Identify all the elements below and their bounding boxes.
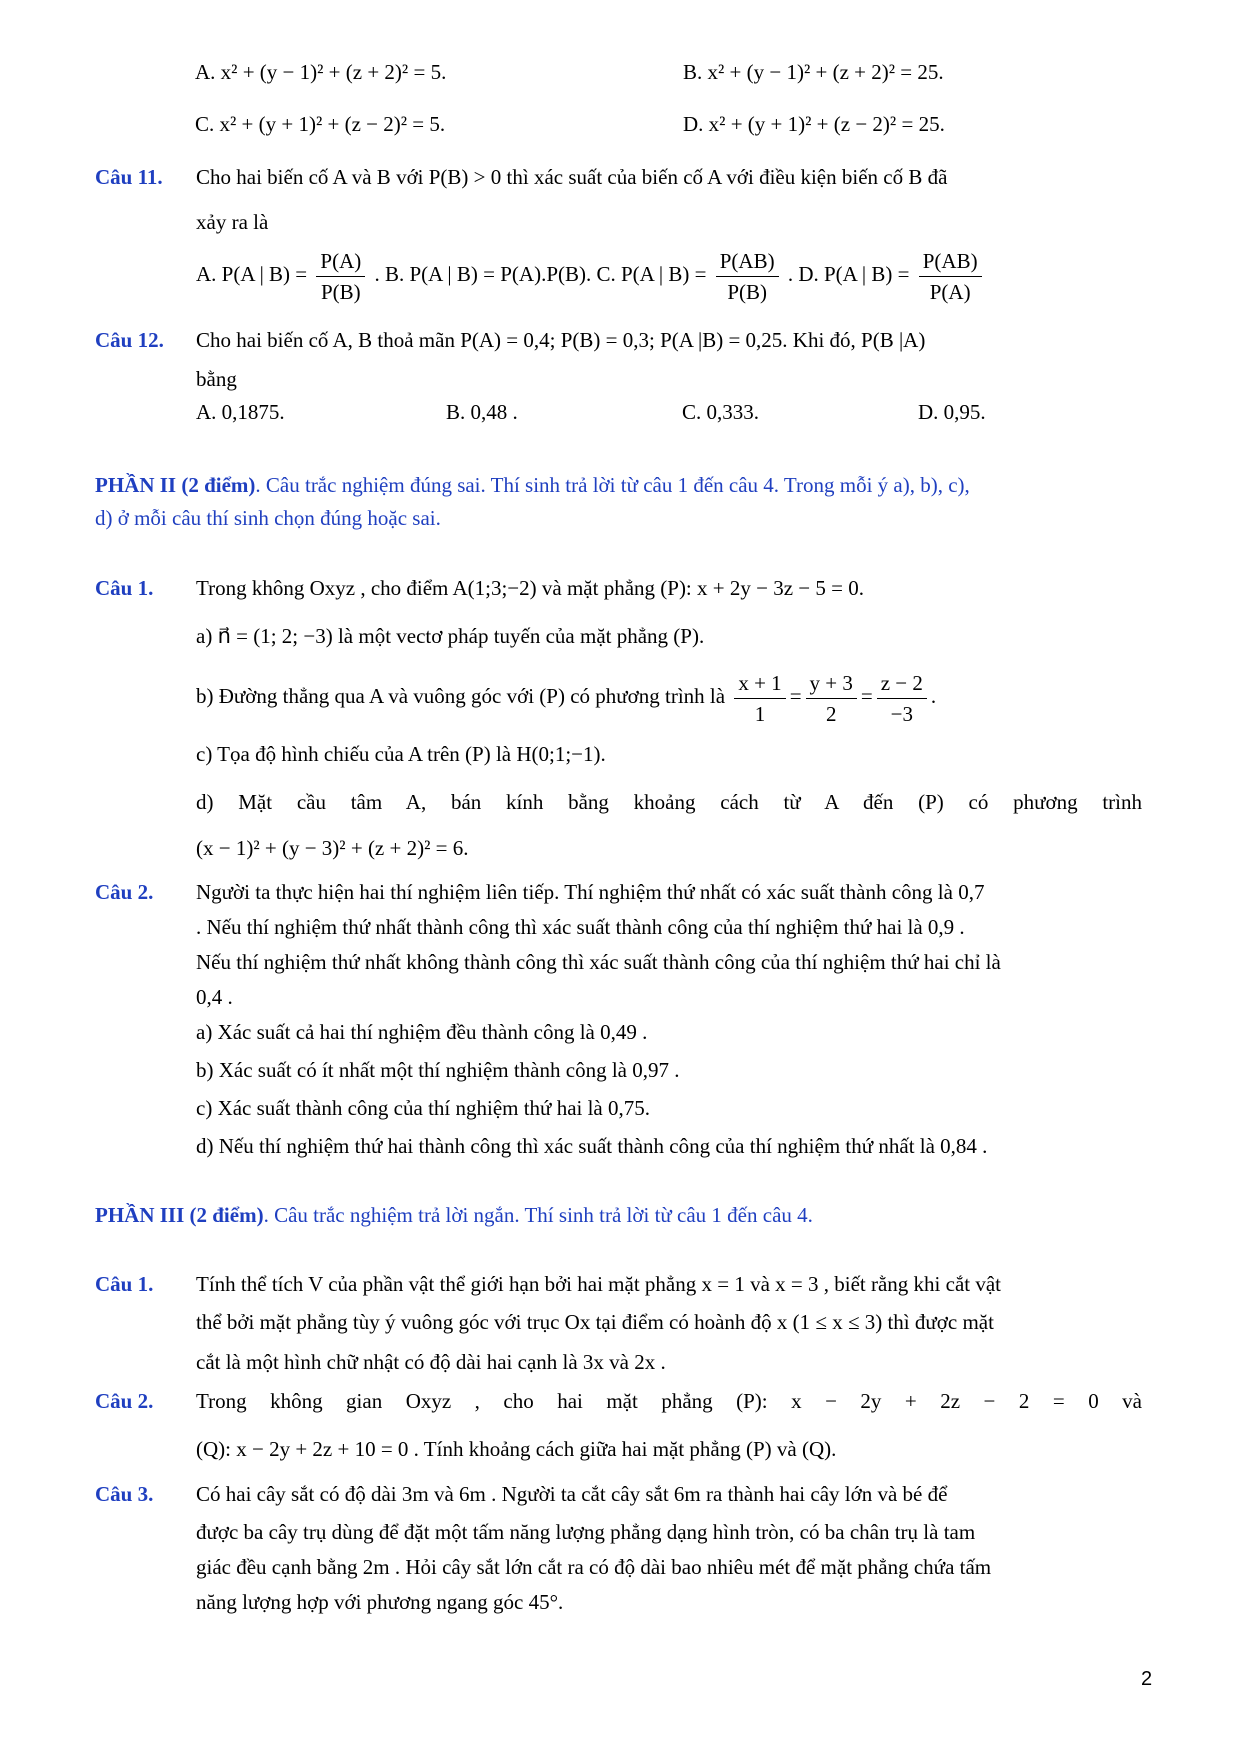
part2-q2-statement-c: c) Xác suất thành công của thí nghiệm thứ hai là 0,75. bbox=[196, 1096, 651, 1120]
part2-q2-statement-d: d) Nếu thí nghiệm thứ hai thành công thì xác suất thành công của thí nghiệm thứ nhất là 0,84 . bbox=[196, 1134, 988, 1158]
part2-q1-label: Câu 1. bbox=[95, 576, 154, 600]
q11-text-line1: Cho hai biến cố A và B với P(B) > 0 thì xác suất của biến cố A với điều kiện biến cố B đã bbox=[196, 165, 948, 189]
q11-option-c-fraction bbox=[716, 246, 779, 307]
part3-heading: PHẦN III (2 điểm) bbox=[95, 1203, 264, 1227]
part3-q1-label: Câu 1. bbox=[95, 1272, 154, 1296]
part2-q1-statement-b: b) Đường thẳng qua A và vuông góc với (P) có phương trình là $\frac{x + 1}{1}$ = $\frac{y + 3}{2}$ = $\frac{z - 2}{-3}$ . bbox=[196, 664, 936, 729]
part3-q1-text-line3: cắt là một hình chữ nhật có độ dài hai cạnh là 3x và 2x . bbox=[196, 1350, 666, 1374]
part3-q2-text-line2: (Q): x − 2y + 2z + 10 = 0 . Tính khoảng cách giữa hai mặt phẳng (P) và (Q). bbox=[196, 1437, 837, 1461]
q11-option-d-numerator: P(AB) bbox=[919, 246, 982, 277]
q12-option-a: A. 0,1875. bbox=[196, 400, 285, 424]
part3-q3-text-line1: Có hai cây sắt có độ dài 3m và 6m . Người ta cắt cây sắt 6m ra thành hai cây lớn và bé để bbox=[196, 1482, 948, 1506]
q11-option-a-denominator: P(B) bbox=[320, 279, 361, 304]
part2-q2-label: Câu 2. bbox=[95, 880, 154, 904]
part2-heading-line bbox=[95, 471, 970, 499]
line-eq-z-denominator: −3 bbox=[890, 701, 913, 726]
part2-intro-line1: . Câu trắc nghiệm đúng sai. Thí sinh trả lời từ câu 1 đến câu 4. Trong mỗi ý a), b), c), bbox=[255, 473, 970, 497]
q10-option-a: A. x² + (y − 1)² + (z + 2)² = 5. bbox=[195, 60, 447, 84]
part3-q3-text-line2: được ba cây trụ dùng để đặt một tấm năng lượng phẳng dạng hình tròn, có ba chân trụ là tam bbox=[196, 1520, 976, 1544]
part3-q1-text-line1: Tính thể tích V của phần vật thể giới hạn bởi hai mặt phẳng x = 1 và x = 3 , biết rằng khi cắt vật bbox=[196, 1272, 1002, 1296]
q12-text-line2: bằng bbox=[196, 367, 237, 391]
q12-label: Câu 12. bbox=[95, 328, 164, 352]
part2-q1-text: Trong không Oxyz , cho điểm A(1;3;−2) và mặt phẳng (P): x + 2y − 3z − 5 = 0. bbox=[196, 576, 864, 600]
q11-options bbox=[196, 242, 986, 307]
part2-q1-statement-a: a) n⃗ = (1; 2; −3) là một vectơ pháp tuyến của mặt phẳng (P). bbox=[196, 624, 705, 648]
q11-option-d-fraction bbox=[919, 246, 982, 307]
q11-option-a-fraction bbox=[316, 246, 365, 307]
q11-label: Câu 11. bbox=[95, 165, 163, 189]
q11-option-d-denominator: P(A) bbox=[929, 279, 971, 304]
part2-q2-text-line1: Người ta thực hiện hai thí nghiệm liên tiếp. Thí nghiệm thứ nhất có xác suất thành công là 0,7 bbox=[196, 880, 985, 904]
line-eq-fraction-z bbox=[877, 668, 927, 729]
part2-q2-text-line4: 0,4 . bbox=[196, 985, 233, 1009]
part3-q2-label: Câu 2. bbox=[95, 1389, 154, 1413]
page-number: 2 bbox=[1141, 1668, 1153, 1690]
q10-option-d: D. x² + (y + 1)² + (z − 2)² = 25. bbox=[683, 112, 945, 136]
part3-q3-label: Câu 3. bbox=[95, 1482, 154, 1506]
q12-option-d: D. 0,95. bbox=[918, 400, 986, 424]
part2-q1-statement-d-line1: d) Mặt cầu tâm A, bán kính bằng khoảng cách từ A đến (P) có phương trình bbox=[196, 790, 1142, 814]
q10-option-c: C. x² + (y + 1)² + (z − 2)² = 5. bbox=[195, 112, 446, 136]
q11-option-b: . B. P(A | B) = P(A).P(B). C. P(A | B) = bbox=[374, 262, 707, 286]
q12-option-b: B. 0,48 . bbox=[446, 400, 518, 424]
part2-q1-statement-c: c) Tọa độ hình chiếu của A trên (P) là H(0;1;−1). bbox=[196, 742, 606, 766]
line-eq-x-numerator: x + 1 bbox=[734, 668, 785, 699]
part3-q3-text-line4: năng lượng hợp với phương ngang góc 45°. bbox=[196, 1590, 564, 1614]
part3-q2-text-line1: Trong không gian Oxyz , cho hai mặt phẳng (P): x − 2y + 2z − 2 = 0 và bbox=[196, 1389, 1142, 1413]
line-eq-x-denominator: 1 bbox=[754, 701, 766, 726]
part2-q2-text-line3: Nếu thí nghiệm thứ nhất không thành công thì xác suất thành công của thí nghiệm thứ hai chỉ là bbox=[196, 950, 1001, 974]
line-eq-y-numerator: y + 3 bbox=[806, 668, 857, 699]
q12-option-c: C. 0,333. bbox=[682, 400, 760, 424]
part2-q2-statement-b: b) Xác suất có ít nhất một thí nghiệm thành công là 0,97 . bbox=[196, 1058, 680, 1082]
q11-text-line2: xảy ra là bbox=[196, 210, 269, 234]
q11-option-d-prefix: . D. P(A | B) = bbox=[787, 262, 910, 286]
line-eq-fraction-x bbox=[734, 668, 785, 729]
part2-q2-text-line2: . Nếu thí nghiệm thứ nhất thành công thì xác suất thành công của thí nghiệm thứ hai là 0,9 . bbox=[196, 915, 965, 939]
q11-option-a-numerator: P(A) bbox=[316, 246, 365, 277]
part2-q1-statement-d-line2: (x − 1)² + (y − 3)² + (z + 2)² = 6. bbox=[196, 836, 469, 860]
line-eq-fraction-y bbox=[806, 668, 857, 729]
part2-heading: PHẦN II (2 điểm) bbox=[95, 473, 256, 497]
part3-intro: . Câu trắc nghiệm trả lời ngắn. Thí sinh trả lời từ câu 1 đến câu 4. bbox=[263, 1203, 813, 1227]
line-eq-z-numerator: z − 2 bbox=[877, 668, 927, 699]
q11-option-c-numerator: P(AB) bbox=[716, 246, 779, 277]
q11-option-c-denominator: P(B) bbox=[727, 279, 767, 304]
part2-intro-line2: d) ở mỗi câu thí sinh chọn đúng hoặc sai. bbox=[95, 506, 441, 530]
q12-text-line1: Cho hai biến cố A, B thoả mãn P(A) = 0,4; P(B) = 0,3; P(A |B) = 0,25. Khi đó, P(B |A) bbox=[196, 328, 926, 352]
part3-heading-line bbox=[95, 1201, 813, 1229]
part3-q3-text-line3: giác đều cạnh bằng 2m . Hỏi cây sắt lớn cắt ra có độ dài bao nhiêu mét để mặt phẳng chứa tấm bbox=[196, 1555, 992, 1579]
part2-q1-statement-b-text: b) Đường thẳng qua A và vuông góc với (P) có phương trình là bbox=[196, 684, 726, 708]
part2-q2-statement-a: a) Xác suất cả hai thí nghiệm đều thành công là 0,49 . bbox=[196, 1020, 648, 1044]
q10-option-b: B. x² + (y − 1)² + (z + 2)² = 25. bbox=[683, 60, 944, 84]
q11-option-a-prefix: A. P(A | B) = bbox=[196, 262, 308, 286]
part3-q1-text-line2: thể bởi mặt phẳng tùy ý vuông góc với trục Ox tại điểm có hoành độ x (1 ≤ x ≤ 3) thì được mặt bbox=[196, 1310, 994, 1334]
line-eq-y-denominator: 2 bbox=[825, 701, 837, 726]
